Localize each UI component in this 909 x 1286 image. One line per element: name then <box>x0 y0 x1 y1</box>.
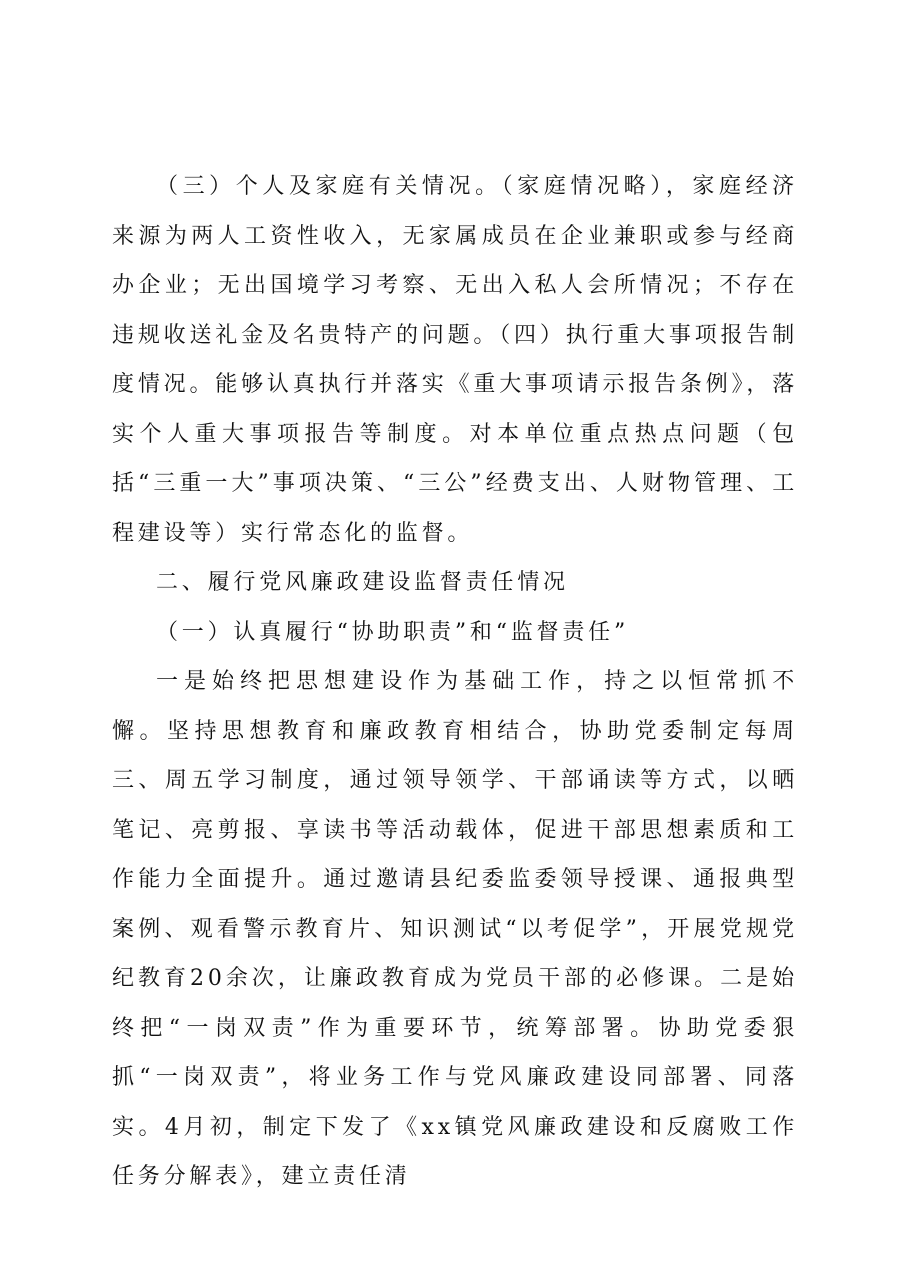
section-heading-supervision-duty: 二、履行党风廉政建设监督责任情况 <box>156 570 569 595</box>
paragraph-ideological-building: 一是始终把思想建设作为基础工作，持之以恒常抓不懈。坚持思想教育和廉政教育相结合，协助党委制定每周三、周五学习制度，通过领导领学、干部诵读等方式，以晒笔记、亮剪报、享读书等活动载体，促进干部思想素质和工作能力全面提升。通过邀请县纪委监委领导授课、通报典型案例、观看警示教育片、知识测试“以考促学”，开展党规党纪教育20余次，让廉政教育成为党员干部的必修课。二是始终把“一岗双责”作为重要环节，统筹部署。协助党委狠抓“一岗双责”，将业务工作与党风廉政建设同部署、同落实。4月初，制定下发了《xx镇党风廉政建设和反腐败工作任务分解表》，建立责任清 <box>112 669 798 1189</box>
subsection-heading-assist-and-supervise: （一）认真履行“协助职责”和“监督责任” <box>156 619 629 645</box>
document-body <box>112 162 798 1202</box>
paragraph-personal-family-situation: （三）个人及家庭有关情况。（家庭情况略），家庭经济来源为两人工资性收入，无家属成员在企业兼职或参与经商办企业；无出国境学习考察、无出入私人会所情况；不存在违规收送礼金及名贵特产的问题。（四）执行重大事项报告制度情况。能够认真执行并落实《重大事项请示报告条例》，落实个人重大事项报告等制度。对本单位重点热点问题（包括“三重一大”事项决策、“三公”经费支出、人财物管理、工程建设等）实行常态化的监督。 <box>112 174 798 546</box>
